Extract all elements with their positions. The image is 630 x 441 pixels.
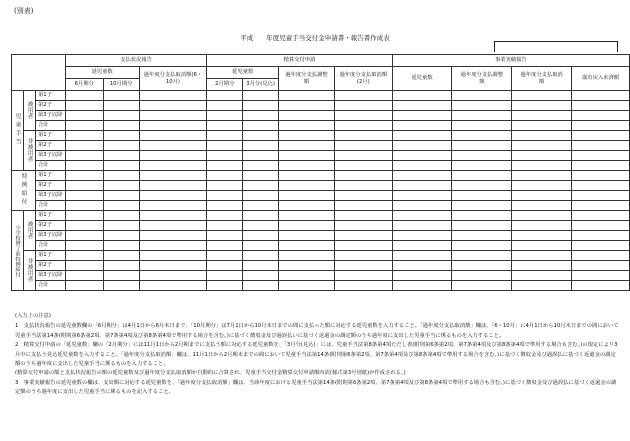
table-cell	[572, 91, 630, 101]
input-notes	[15, 312, 620, 398]
table-cell	[512, 91, 572, 101]
row-label-third: 第3子以降	[35, 231, 65, 241]
row-label-second: 第2子	[35, 181, 65, 191]
table-cell	[243, 211, 279, 221]
row-label-total: 合計	[35, 121, 65, 131]
table-row	[12, 171, 630, 181]
table-cell	[392, 241, 452, 251]
table-cell	[279, 241, 335, 251]
table-cell	[334, 221, 392, 231]
col-period-march: 3月分(見込)	[243, 79, 279, 91]
table-cell	[392, 111, 452, 121]
table-cell	[243, 281, 279, 291]
table-cell	[65, 251, 103, 261]
table-cell	[65, 231, 103, 241]
table-cell	[452, 231, 512, 241]
table-cell	[452, 111, 512, 121]
row-label-total: 合計	[35, 281, 65, 291]
row-label-first: 第1子	[35, 131, 65, 141]
table-cell	[572, 231, 630, 241]
table-cell	[452, 241, 512, 251]
row-label-first: 第1子	[35, 91, 65, 101]
col-prev-adjust-amount-actual: 過年度分支払調整額	[452, 67, 512, 91]
table-cell	[512, 201, 572, 211]
table-cell	[512, 231, 572, 241]
table-row	[12, 101, 630, 111]
table-cell	[207, 251, 243, 261]
table-cell	[334, 201, 392, 211]
table-cell	[243, 201, 279, 211]
table-cell	[512, 181, 572, 191]
table-cell	[279, 281, 335, 291]
note-item-2-sub: (精算交付申請の額と支払状況報告の額の延児童数及び過年度分支払取消額が自動的に合算され、児童手当交付金精算交付申請額内訳(様式第3号別紙)が作成される。)	[15, 370, 406, 377]
table-cell	[334, 151, 392, 161]
table-cell	[207, 181, 243, 191]
table-cell	[103, 111, 139, 121]
table-cell	[392, 151, 452, 161]
table-cell	[334, 171, 392, 181]
table-cell	[243, 171, 279, 181]
table-cell	[139, 271, 207, 281]
table-cell	[243, 251, 279, 261]
table-cell	[103, 91, 139, 101]
table-cell	[512, 151, 572, 161]
table-cell	[243, 151, 279, 161]
report-table	[11, 54, 630, 291]
table-cell	[452, 201, 512, 211]
table-cell	[392, 181, 452, 191]
table-cell	[139, 131, 207, 141]
table-row	[12, 131, 630, 141]
table-cell	[334, 241, 392, 251]
table-cell	[103, 241, 139, 251]
table-cell	[139, 121, 207, 131]
table-cell	[392, 101, 452, 111]
table-cell	[452, 101, 512, 111]
table-cell	[65, 131, 103, 141]
table-cell	[243, 161, 279, 171]
table-cell	[512, 171, 572, 181]
table-cell	[572, 151, 630, 161]
table-cell	[392, 281, 452, 291]
table-cell	[392, 191, 452, 201]
table-cell	[279, 271, 335, 281]
table-cell	[207, 141, 243, 151]
table-cell	[207, 241, 243, 251]
header-row-1	[12, 55, 630, 67]
table-row	[12, 121, 630, 131]
table-cell	[207, 111, 243, 121]
table-cell	[452, 131, 512, 141]
table-cell	[452, 151, 512, 161]
table-cell	[279, 171, 335, 181]
table-row	[12, 161, 630, 171]
table-cell	[103, 261, 139, 271]
row-label-second: 第2子	[35, 141, 65, 151]
group-child-allowance: 児童手当	[12, 91, 24, 171]
table-cell	[452, 121, 512, 131]
table-cell	[572, 271, 630, 281]
table-row	[12, 151, 630, 161]
header-row-2	[12, 67, 630, 79]
table-cell	[512, 191, 572, 201]
table-cell	[392, 91, 452, 101]
col-period-june: 6月期分	[65, 79, 103, 91]
table-cell	[243, 231, 279, 241]
col-period-oct: 10月期分	[103, 79, 139, 91]
table-cell	[103, 281, 139, 291]
table-row	[12, 271, 630, 281]
table-cell	[103, 171, 139, 181]
table-cell	[512, 161, 572, 171]
table-cell	[65, 141, 103, 151]
table-row	[12, 241, 630, 251]
table-cell	[334, 211, 392, 221]
table-cell	[207, 201, 243, 211]
col-extended-count-actual: 延児童数	[392, 67, 452, 91]
table-cell	[103, 221, 139, 231]
row-label-first: 第1子	[35, 211, 65, 221]
table-cell	[243, 241, 279, 251]
table-cell	[243, 181, 279, 191]
row-label-total: 合計	[35, 161, 65, 171]
group-actual: 事業実績報告	[392, 55, 629, 67]
table-cell	[572, 251, 630, 261]
table-cell	[103, 271, 139, 281]
note-item-3: 3 事業実績報告の延児童数の欄は、支出額に対応する延児童数を、「過年度分支払取消額」欄は、当該年度における児童手当法第14条(附則第6条第2項、第7条第4項及び第8条第4項で準用する場合も含む。)に基づく徴収金及び過誤払に基づく返還金の調定額のうち過年度に支出した児童手当に係るものを記入すること。	[15, 379, 617, 396]
table-cell	[279, 131, 335, 141]
table-cell	[334, 101, 392, 111]
table-cell	[207, 101, 243, 111]
subgroup-employed: 被用者	[23, 91, 35, 131]
col-extended-count: 延児童数	[65, 67, 139, 79]
table-cell	[512, 141, 572, 151]
table-cell	[65, 221, 103, 231]
table-cell	[103, 131, 139, 141]
subgroup-non-employed-2: 非被用者	[23, 251, 35, 291]
table-cell	[139, 111, 207, 121]
table-cell	[572, 181, 630, 191]
table-cell	[392, 211, 452, 221]
table-row	[12, 111, 630, 121]
note-item-2: 2 精算交付申請の「延児童数」欄の「2月期分」には11月1日から2月期までに支払う額に対応する延児童数を、「3月分(見込)」には、児童手当法第8条第4項ただし書(附則第6条第2項、第7条第4項及び第8条第4項で準用する場合も含む。)の規定により3月中に支払う見込延児童数を入力すること。「過年度分支払取消額」欄は、11月1日から2月期末までの間において児童手当法第14条(附則第6条第2項、第7条第4項及び第8条第4項で準用する場合を含む。)に基づく徴収金及び過誤払に基づく返還金の調定額のうち過年度に支出した児童手当に係るものを入力すること。	[15, 342, 618, 368]
table-row	[12, 211, 630, 221]
table-cell	[139, 181, 207, 191]
table-cell	[512, 241, 572, 251]
table-cell	[65, 111, 103, 121]
row-label-third: 第3子以降	[35, 271, 65, 281]
table-cell	[139, 101, 207, 111]
table-cell	[392, 171, 452, 181]
col-year-end-unpaid: 歳出戻入未済額	[572, 67, 630, 91]
table-cell	[334, 121, 392, 131]
table-cell	[334, 161, 392, 171]
table-cell	[207, 231, 243, 241]
table-cell	[572, 201, 630, 211]
table-cell	[279, 91, 335, 101]
table-cell	[392, 141, 452, 151]
table-cell	[572, 221, 630, 231]
table-cell	[139, 171, 207, 181]
row-label-second: 第2子	[35, 221, 65, 231]
table-cell	[65, 191, 103, 201]
table-cell	[392, 131, 452, 141]
table-cell	[243, 191, 279, 201]
table-cell	[139, 141, 207, 151]
table-cell	[65, 211, 103, 221]
table-cell	[139, 241, 207, 251]
table-cell	[103, 151, 139, 161]
table-cell	[207, 271, 243, 281]
table-cell	[512, 281, 572, 291]
table-cell	[452, 141, 512, 151]
table-cell	[207, 161, 243, 171]
table-cell	[452, 181, 512, 191]
table-cell	[207, 131, 243, 141]
table-cell	[392, 121, 452, 131]
table-cell	[572, 241, 630, 251]
table-cell	[452, 281, 512, 291]
table-cell	[512, 111, 572, 121]
table-cell	[452, 211, 512, 221]
table-cell	[572, 261, 630, 271]
table-cell	[452, 251, 512, 261]
row-label-first: 第1子	[35, 251, 65, 261]
table-cell	[207, 191, 243, 201]
table-cell	[65, 101, 103, 111]
table-cell	[512, 131, 572, 141]
row-label-total: 合計	[35, 201, 65, 211]
table-cell	[243, 271, 279, 281]
table-cell	[207, 211, 243, 221]
table-cell	[279, 161, 335, 171]
table-cell	[103, 141, 139, 151]
table-cell	[103, 251, 139, 261]
table-cell	[279, 141, 335, 151]
table-cell	[207, 151, 243, 161]
col-prev-cancel-amount: 過年度分支払取消額	[512, 67, 572, 91]
col-prev-adjust-amount: 過年度分支払調整額	[279, 67, 335, 91]
table-cell	[207, 121, 243, 131]
table-cell	[139, 151, 207, 161]
note-item-1: 1 支払状況報告の延児童数欄の「6月期分」は4月1日から6月末日まで、「10月期分」は7月1日から10月末日までの間に支払った額に対応する延児童数を入力すること。「過年度分支払取消額」欄は、「6・10月」に4月1日から10月末日までの間において児童手当法第14条(附則第6条第2項、第7条第4項及び第8条第4項で準用する場合を含む。)に基づく徴収金及び過誤払いに基づく返還金の調定額のうち過年度に支出した児童手当に係るものを入力すること。	[15, 323, 619, 339]
table-cell	[334, 111, 392, 121]
group-payment: 支払状況報告	[65, 55, 207, 67]
table-cell	[334, 141, 392, 151]
title-box	[494, 41, 618, 52]
table-cell	[103, 231, 139, 241]
table-row	[12, 261, 630, 271]
table-cell	[512, 211, 572, 221]
table-cell	[207, 171, 243, 181]
table-cell	[572, 171, 630, 181]
table-row	[12, 141, 630, 151]
table-cell	[512, 221, 572, 231]
table-cell	[452, 191, 512, 201]
table-cell	[207, 221, 243, 231]
table-cell	[207, 281, 243, 291]
table-cell	[139, 211, 207, 221]
row-label-second: 第2子	[35, 261, 65, 271]
subgroup-non-employed: 非被用者	[23, 131, 35, 171]
table-cell	[572, 281, 630, 291]
table-cell	[279, 221, 335, 231]
table-cell	[139, 231, 207, 241]
table-cell	[452, 91, 512, 101]
table-cell	[392, 201, 452, 211]
row-label-third: 第3子以降	[35, 111, 65, 121]
table-cell	[279, 261, 335, 271]
table-cell	[572, 211, 630, 221]
group-preschool-special: 小学校修了前特例給付	[12, 211, 24, 291]
table-cell	[512, 121, 572, 131]
table-cell	[139, 251, 207, 261]
table-cell	[103, 211, 139, 221]
table-row	[12, 251, 630, 261]
table-cell	[279, 121, 335, 131]
table-cell	[279, 251, 335, 261]
table-cell	[392, 271, 452, 281]
subgroup-employed-2: 被用者	[23, 211, 35, 251]
table-cell	[139, 91, 207, 101]
table-cell	[103, 181, 139, 191]
table-cell	[334, 261, 392, 271]
table-cell	[452, 271, 512, 281]
table-cell	[65, 161, 103, 171]
table-cell	[65, 241, 103, 251]
table-cell	[65, 151, 103, 161]
table-cell	[65, 181, 103, 191]
table-cell	[279, 211, 335, 221]
corner-cell	[12, 55, 66, 91]
table-cell	[392, 261, 452, 271]
table-cell	[334, 281, 392, 291]
table-cell	[243, 91, 279, 101]
table-cell	[65, 261, 103, 271]
col-period-feb: 2月期分	[207, 79, 243, 91]
table-cell	[392, 251, 452, 261]
col-prev-cancel-feb: 過年度分支払取消額(2月)	[334, 67, 392, 91]
table-cell	[334, 91, 392, 101]
table-cell	[139, 161, 207, 171]
table-cell	[65, 201, 103, 211]
table-cell	[65, 281, 103, 291]
table-cell	[334, 181, 392, 191]
table-cell	[279, 111, 335, 121]
table-cell	[243, 111, 279, 121]
col-extended-count-grant: 延児童数	[207, 67, 279, 79]
table-cell	[572, 111, 630, 121]
table-cell	[512, 251, 572, 261]
table-cell	[139, 221, 207, 231]
table-cell	[572, 121, 630, 131]
table-cell	[512, 261, 572, 271]
row-label-first: 第1子	[35, 171, 65, 181]
table-cell	[452, 171, 512, 181]
table-cell	[103, 121, 139, 131]
table-row	[12, 281, 630, 291]
table-cell	[243, 261, 279, 271]
table-cell	[572, 131, 630, 141]
table-cell	[334, 131, 392, 141]
table-cell	[572, 161, 630, 171]
table-cell	[279, 101, 335, 111]
table-row	[12, 181, 630, 191]
col-prev-adjust-june-oct: 過年度分支払取消額(6・10月)	[139, 67, 207, 91]
notes-heading: (入力上の注意)	[15, 313, 51, 319]
row-label-third: 第3子以降	[35, 151, 65, 161]
table-row	[12, 221, 630, 231]
table-cell	[452, 161, 512, 171]
document-label: (別表)	[14, 7, 34, 15]
table-cell	[279, 201, 335, 211]
table-cell	[572, 141, 630, 151]
table-cell	[334, 191, 392, 201]
table-cell	[572, 191, 630, 201]
table-cell	[139, 191, 207, 201]
table-cell	[392, 161, 452, 171]
table-cell	[452, 261, 512, 271]
table-cell	[279, 181, 335, 191]
table-row	[12, 231, 630, 241]
table-cell	[334, 231, 392, 241]
table-row	[12, 191, 630, 201]
table-cell	[279, 191, 335, 201]
table-cell	[139, 281, 207, 291]
table-cell	[65, 171, 103, 181]
table-cell	[139, 261, 207, 271]
table-row	[12, 201, 630, 211]
group-grant: 精算交付申請	[207, 55, 392, 67]
document-title: 平成 年度児童手当交付金申請書・報告書作成表	[240, 34, 390, 42]
table-cell	[279, 231, 335, 241]
table-cell	[65, 91, 103, 101]
table-cell	[103, 161, 139, 171]
row-label-second: 第2子	[35, 101, 65, 111]
table-cell	[334, 271, 392, 281]
table-cell	[243, 221, 279, 231]
table-cell	[139, 201, 207, 211]
table-cell	[243, 131, 279, 141]
table-cell	[243, 101, 279, 111]
table-cell	[392, 221, 452, 231]
table-cell	[512, 271, 572, 281]
table-cell	[572, 101, 630, 111]
table-cell	[207, 261, 243, 271]
table-cell	[103, 101, 139, 111]
table-cell	[243, 121, 279, 131]
table-cell	[334, 251, 392, 261]
table-cell	[103, 191, 139, 201]
table-cell	[65, 271, 103, 281]
row-label-third: 第3子以降	[35, 191, 65, 201]
table-cell	[279, 151, 335, 161]
table-cell	[512, 101, 572, 111]
row-label-total: 合計	[35, 241, 65, 251]
group-special-payment: 特例給付	[12, 171, 36, 211]
table-cell	[243, 141, 279, 151]
table-cell	[392, 231, 452, 241]
table-cell	[103, 201, 139, 211]
table-cell	[452, 221, 512, 231]
table-cell	[207, 91, 243, 101]
table-row	[12, 91, 630, 101]
table-cell	[65, 121, 103, 131]
